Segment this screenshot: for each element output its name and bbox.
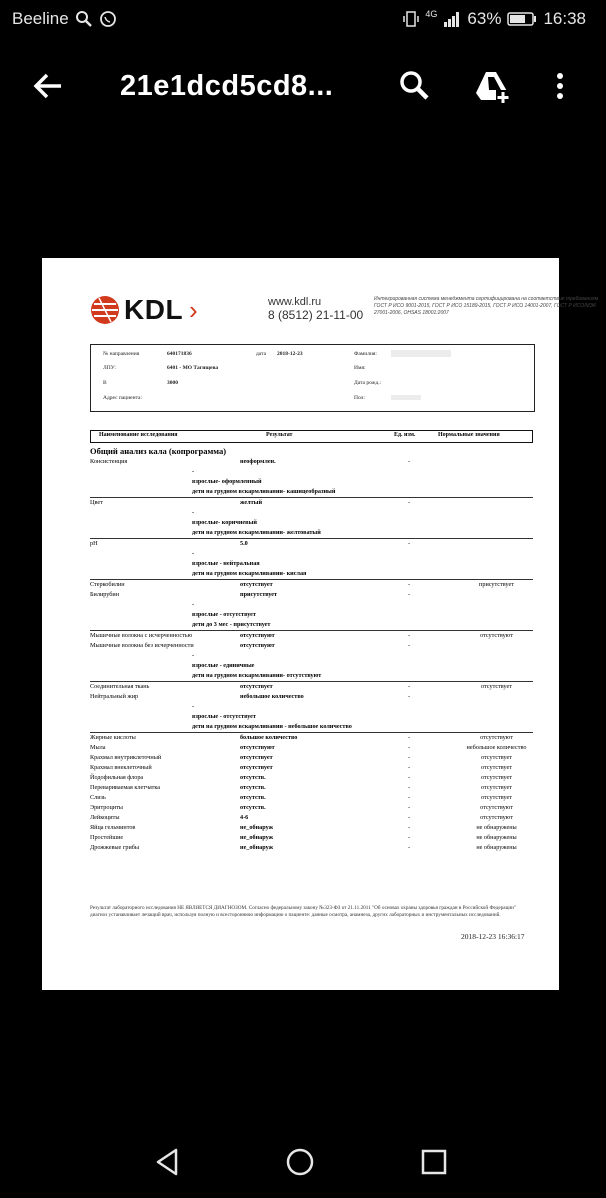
home-nav-icon[interactable] xyxy=(284,1146,316,1178)
unit-value: - xyxy=(408,784,411,791)
reference-note: дети на грудном вскармливании- желтоватый xyxy=(192,529,321,536)
reference-note: взрослые- оформленный xyxy=(192,478,262,485)
unit-value: - xyxy=(408,734,411,741)
unit-value: - xyxy=(408,458,411,465)
result-value: 5.0 xyxy=(240,540,248,547)
unit-value: - xyxy=(408,814,411,821)
table-row xyxy=(90,590,533,600)
logo-text: KDL xyxy=(124,294,184,325)
reference-note: дети на грудном вскармливании- кашицеобразный xyxy=(192,488,336,495)
signal-icon xyxy=(443,11,461,27)
lpu-label: ЛПУ: xyxy=(103,365,116,371)
norm-value: не обнаружены xyxy=(476,824,517,831)
table-row xyxy=(90,477,533,487)
test-name: Нейтральный жир xyxy=(90,693,139,700)
sex-label: Пол: xyxy=(354,395,365,401)
clock: 16:38 xyxy=(543,9,586,28)
date-label: дата xyxy=(256,351,267,357)
whatsapp-icon xyxy=(99,10,117,28)
table-row xyxy=(90,641,533,651)
unit-value: - xyxy=(408,764,411,771)
reference-note: взрослые - отсутствует xyxy=(192,713,256,720)
test-name: pH xyxy=(90,540,98,547)
doctor-value: 3000 xyxy=(167,380,178,386)
search-icon[interactable] xyxy=(394,66,434,106)
patient-info-box xyxy=(90,344,535,412)
unit-value: - xyxy=(408,499,411,506)
table-row xyxy=(90,722,533,733)
result-value: отсутствуют xyxy=(240,744,275,751)
table-row xyxy=(90,549,533,559)
battery-icon xyxy=(507,12,537,26)
result-value: отсутств. xyxy=(240,774,266,781)
surname-label: Фамилия: xyxy=(354,351,377,357)
reference-note: - xyxy=(192,509,195,516)
battery-percent: 63% xyxy=(467,9,502,28)
result-value: присутствует xyxy=(240,591,278,598)
result-value: отсутствуют xyxy=(240,632,275,639)
norm-value: не обнаружены xyxy=(476,844,517,851)
table-row xyxy=(90,692,533,702)
search-icon xyxy=(75,10,93,28)
reference-note: дети на грудном вскармливании - небольшое количество xyxy=(192,723,352,730)
back-nav-icon[interactable] xyxy=(152,1146,184,1178)
unit-value: - xyxy=(408,642,411,649)
reference-note: взрослые- коричневый xyxy=(192,519,257,526)
date-value: 2018-12-23 xyxy=(277,351,303,357)
reference-note: дети до 3 мес - присутствует xyxy=(192,621,271,628)
kdl-logo xyxy=(90,294,198,326)
unit-value: - xyxy=(408,540,411,547)
unit-value: - xyxy=(408,804,411,811)
navigation-bar xyxy=(0,1128,600,1198)
table-row xyxy=(90,518,533,528)
test-name: Соединительная ткань xyxy=(90,683,150,690)
document-page[interactable] xyxy=(42,258,599,990)
table-row xyxy=(90,702,533,712)
website: www.kdl.ru xyxy=(268,296,322,308)
table-row xyxy=(90,487,533,498)
table-row xyxy=(90,763,533,773)
test-name: Лейкоциты xyxy=(90,814,120,821)
table-row xyxy=(90,843,533,853)
result-value: большое количество xyxy=(240,734,298,741)
header-result: Результат xyxy=(266,432,293,438)
norm-value: отсутствуют xyxy=(480,632,513,639)
vibrate-icon xyxy=(403,10,419,28)
table-row xyxy=(90,528,533,539)
table-row xyxy=(90,783,533,793)
table-row xyxy=(90,733,533,743)
lpu-value: 6401 - МО Тагищева xyxy=(167,365,219,371)
reference-note: - xyxy=(192,601,195,608)
app-bar xyxy=(0,48,600,128)
results-rows xyxy=(90,457,533,853)
test-name: Жирные кислоты xyxy=(90,734,136,741)
test-name: Йодофильная флора xyxy=(90,774,144,781)
disclaimer: Результат лабораторного исследования НЕ ЯВЛЯЕТСЯ ДИАГНОЗОМ. Согласно федеральному закону №323-ФЗ от 21.11.2011 "Об основах охраны здоровья граждан в Российской Федерации" диагноз устанавливает лечащий врач, используя полную и всестороннюю информацию о пациенте: данные осмотра, анамнеза, других лабораторных и инструментальных исследований. xyxy=(90,905,517,918)
drive-add-icon[interactable] xyxy=(472,66,512,106)
result-value: отсутствует xyxy=(240,764,273,771)
norm-value: отсутствует xyxy=(481,764,512,771)
reference-note: - xyxy=(192,468,195,475)
unit-value: - xyxy=(408,591,411,598)
results-table xyxy=(90,430,533,853)
file-title: 21e1dcd5cd8... xyxy=(120,70,334,102)
unit-value: - xyxy=(408,683,411,690)
test-name: Мышечные волокна без исчерченности xyxy=(90,642,194,649)
test-name: Крахмал внеклеточный xyxy=(90,764,152,771)
norm-value: отсутствуют xyxy=(480,814,513,821)
result-value: отсутств. xyxy=(240,794,266,801)
result-value: желтый xyxy=(240,499,263,506)
document-header xyxy=(90,294,599,334)
network-type: 4G xyxy=(425,9,438,19)
name-label: Имя: xyxy=(354,365,366,371)
header-unit: Ед. изм. xyxy=(394,432,416,438)
norm-value: отсутствует xyxy=(481,784,512,791)
test-name: Цвет xyxy=(90,499,103,506)
header-norm: Нормальные значения xyxy=(438,432,500,438)
result-value: 4-6 xyxy=(240,814,249,821)
unit-value: - xyxy=(408,744,411,751)
test-name: Мышечные волокна с исчерченностью xyxy=(90,632,193,639)
status-bar xyxy=(0,0,600,40)
table-row xyxy=(90,600,533,610)
table-row xyxy=(90,457,533,467)
table-row xyxy=(90,631,533,641)
norm-value: отсутствует xyxy=(481,683,512,690)
unit-value: - xyxy=(408,754,411,761)
table-row xyxy=(90,833,533,843)
table-row xyxy=(90,743,533,753)
result-value: отсутствует xyxy=(240,581,273,588)
table-row xyxy=(90,580,533,590)
result-value: не_обнаруж xyxy=(240,834,274,841)
referral-value: 640171836 xyxy=(167,351,192,357)
test-name: Слизь xyxy=(90,794,106,801)
certification-text: Интегрированная система менеджмента сертифицирована на соответствие требованиям ГОСТ Р ИСО 9001-2015, ГОСТ Р ИСО 15189-2015, ГОСТ Р ИСО 14001-2007, ГОСТ Р ИСО/МЭК 27001-2006, OHSAS 18001:2007 xyxy=(374,296,599,316)
table-row xyxy=(90,813,533,823)
dob-label: Дата рожд.: xyxy=(354,380,382,386)
unit-value: - xyxy=(408,632,411,639)
report-timestamp: 2018-12-23 16:36:17 xyxy=(461,932,525,941)
test-name: Эритроциты xyxy=(90,804,123,811)
chevron-right-icon: › xyxy=(189,294,198,325)
referral-label: № направления xyxy=(103,351,140,357)
test-name: Стеркобилин xyxy=(90,581,125,588)
norm-value: отсутствует xyxy=(481,794,512,801)
test-name: Мыла xyxy=(90,744,106,751)
norm-value: отсутствуют xyxy=(480,734,513,741)
reference-note: - xyxy=(192,550,195,557)
result-value: отсутств. xyxy=(240,784,266,791)
unit-value: - xyxy=(408,834,411,841)
more-vertical-icon[interactable] xyxy=(545,66,575,106)
test-name: Крахмал внутриклеточный xyxy=(90,754,162,761)
unit-value: - xyxy=(408,844,411,851)
contact-info xyxy=(268,296,363,322)
table-header xyxy=(90,430,533,443)
unit-value: - xyxy=(408,794,411,801)
norm-value: небольшое количество xyxy=(466,744,527,751)
table-row xyxy=(90,803,533,813)
norm-value: присутствует xyxy=(479,581,514,588)
result-value: отсутств. xyxy=(240,804,266,811)
carrier-name: Beeline xyxy=(12,9,69,28)
norm-value: отсутствуют xyxy=(480,804,513,811)
unit-value: - xyxy=(408,824,411,831)
table-row xyxy=(90,671,533,682)
address-label: Адрес пациента: xyxy=(103,395,143,401)
reference-note: взрослые - отсутствует xyxy=(192,611,256,618)
table-row xyxy=(90,661,533,671)
unit-value: - xyxy=(408,693,411,700)
table-row xyxy=(90,559,533,569)
test-name: Яйца гельминтов xyxy=(90,824,136,831)
table-row xyxy=(90,508,533,518)
table-row xyxy=(90,620,533,631)
unit-value: - xyxy=(408,581,411,588)
back-arrow-icon[interactable] xyxy=(28,66,68,106)
result-value: неоформлен. xyxy=(240,458,276,465)
table-row xyxy=(90,682,533,692)
result-value: отсутствует xyxy=(240,683,273,690)
doctor-label: В xyxy=(103,380,107,386)
test-name: Дрожжевые грибы xyxy=(90,844,140,851)
reference-note: взрослые - единичные xyxy=(192,662,255,669)
table-row xyxy=(90,498,533,508)
table-row xyxy=(90,753,533,763)
table-row xyxy=(90,610,533,620)
table-row xyxy=(90,823,533,833)
table-row xyxy=(90,651,533,661)
phone: 8 (8512) 21-11-00 xyxy=(268,308,364,322)
reference-note: дети на грудном вскармливании- отсутствуют xyxy=(192,672,322,679)
table-row xyxy=(90,712,533,722)
test-name: Перевариваемая клетчатка xyxy=(90,784,160,791)
header-name: Наименование исследования xyxy=(99,432,178,438)
reference-note: - xyxy=(192,703,195,710)
norm-value: отсутствует xyxy=(481,754,512,761)
reference-note: дети на грудном вскармливании- кислая xyxy=(192,570,307,577)
section-title: Общий анализ кала (копрограмма) xyxy=(90,446,227,456)
table-row xyxy=(90,539,533,549)
unit-value: - xyxy=(408,774,411,781)
test-name: Билирубин xyxy=(90,591,120,598)
result-value: не_обнаруж xyxy=(240,844,274,851)
result-value: отсутствуют xyxy=(240,642,275,649)
test-name: Консистенция xyxy=(90,458,128,465)
kdl-logo-mark-icon xyxy=(90,295,120,325)
table-row xyxy=(90,773,533,783)
reference-note: взрослые - нейтральная xyxy=(192,560,260,567)
result-value: отсутствует xyxy=(240,754,273,761)
table-row xyxy=(90,467,533,477)
table-row xyxy=(90,793,533,803)
result-value: небольшое количество xyxy=(240,693,304,700)
table-row xyxy=(90,569,533,580)
reference-note: - xyxy=(192,652,195,659)
norm-value: отсутствует xyxy=(481,774,512,781)
result-value: не_обнаруж xyxy=(240,824,274,831)
norm-value: не обнаружены xyxy=(476,834,517,841)
test-name: Простейшие xyxy=(90,834,124,841)
recents-nav-icon[interactable] xyxy=(418,1146,450,1178)
